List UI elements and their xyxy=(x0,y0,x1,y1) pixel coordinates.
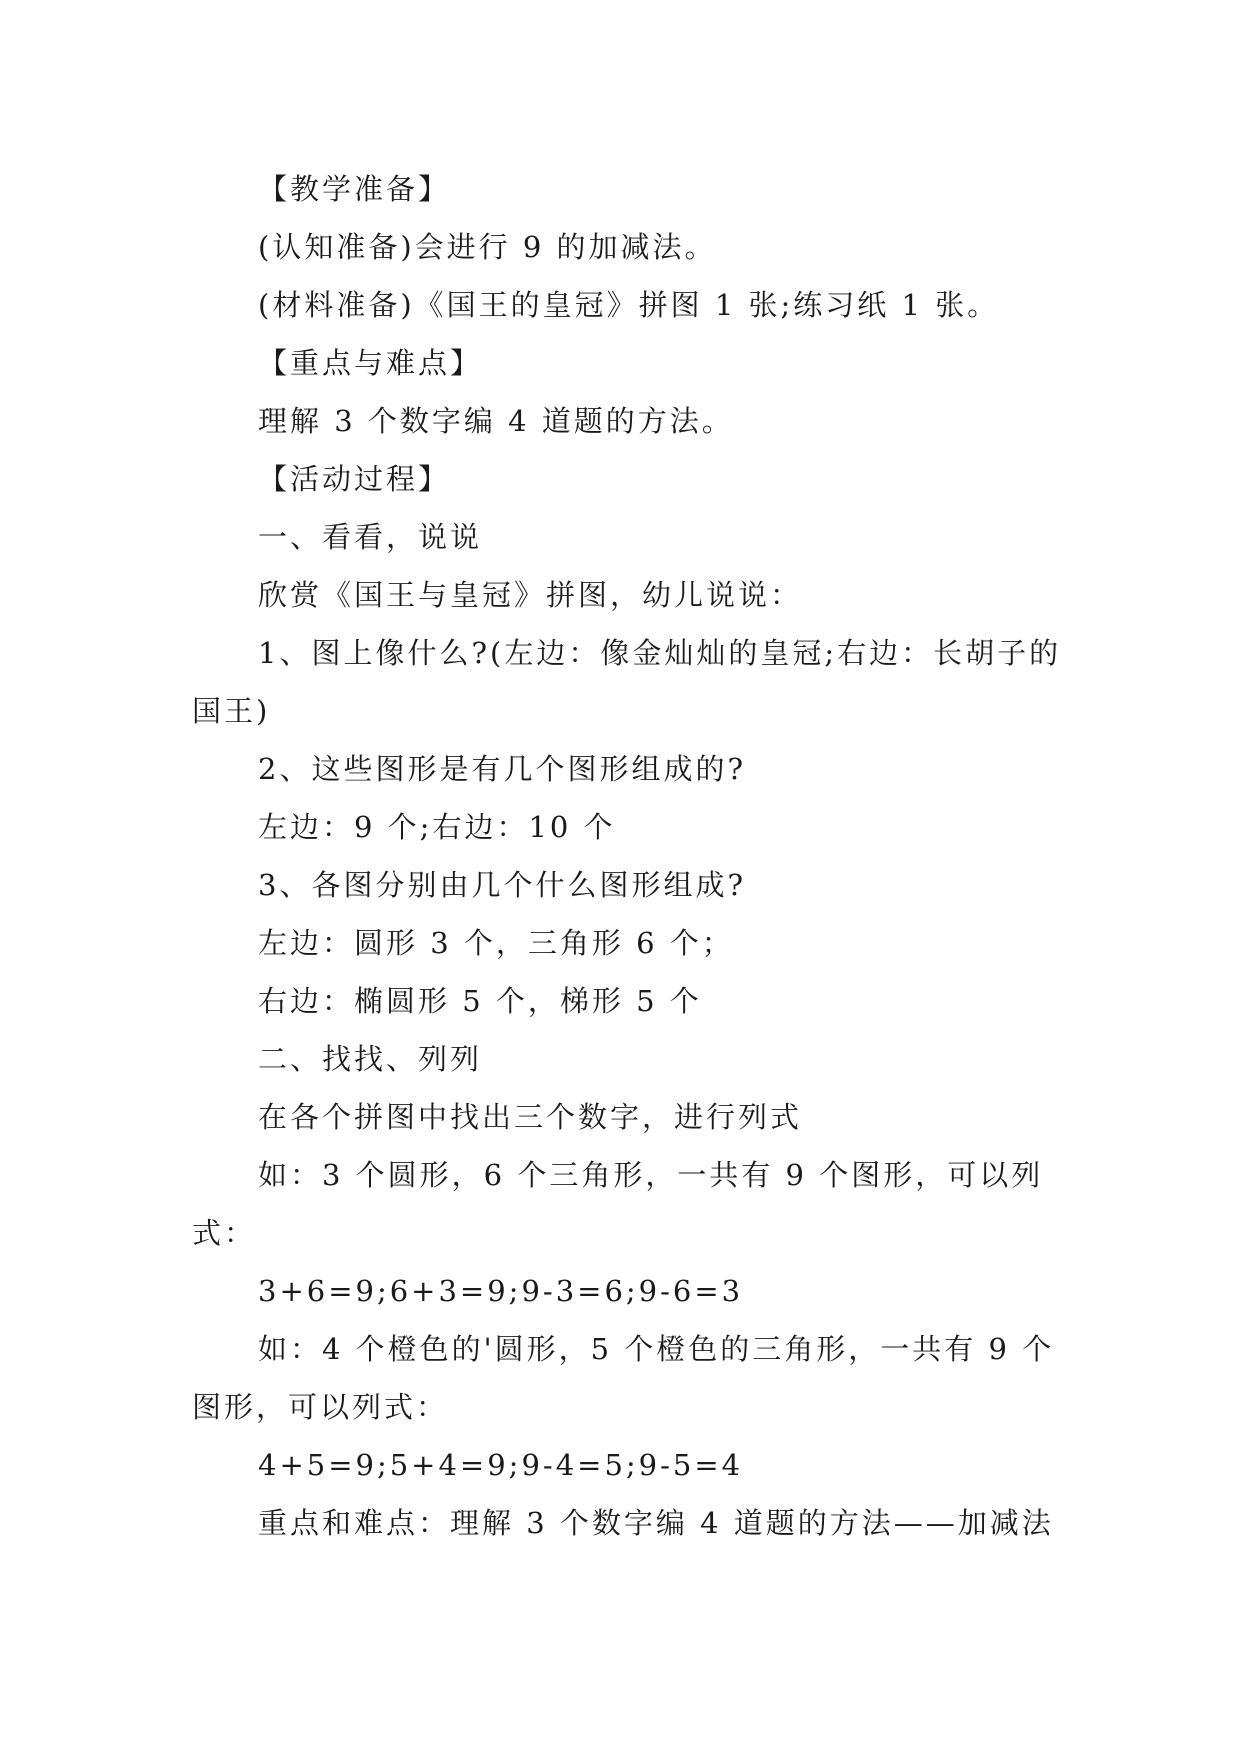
example-1-text: 如：3 个圆形，6 个三角形，一共有 9 个图形，可以列式： xyxy=(192,1158,1044,1250)
example-2-text: 如：4 个橙色的'圆形，5 个橙色的三角形，一共有 9 个图形，可以列式： xyxy=(192,1332,1055,1424)
document-body xyxy=(192,160,1072,1552)
answer-3-right: 右边：椭圆形 5 个，梯形 5 个 xyxy=(258,984,702,1018)
step-two-intro: 在各个拼图中找出三个数字，进行列式 xyxy=(258,1100,803,1134)
step-one-intro: 欣赏《国王与皇冠》拼图，幼儿说说： xyxy=(258,578,803,612)
example-2-equations: 4+5=9;5+4=9;9-4=5;9-5=4 xyxy=(258,1448,744,1482)
key-point-summary: 重点和难点：理解 3 个数字编 4 道题的方法——加减法 xyxy=(258,1506,1054,1540)
answer-3-left: 左边：圆形 3 个，三角形 6 个； xyxy=(258,926,734,960)
question-3: 3、各图分别由几个什么图形组成? xyxy=(258,868,746,902)
section-heading-key-difficulties: 【重点与难点】 xyxy=(258,346,483,380)
section-heading-activity-process: 【活动过程】 xyxy=(258,462,451,496)
section-heading-teaching-preparation: 【教学准备】 xyxy=(258,172,451,206)
material-preparation-text: (材料准备)《国王的皇冠》拼图 1 张;练习纸 1 张。 xyxy=(258,288,1000,322)
question-1: 1、图上像什么?(左边：像金灿灿的皇冠;右边：长胡子的国王) xyxy=(192,636,1062,728)
key-difficulties-text: 理解 3 个数字编 4 道题的方法。 xyxy=(258,404,734,438)
example-1-equations: 3+6=9;6+3=9;9-3=6;9-6=3 xyxy=(258,1274,744,1308)
answer-2: 左边：9 个;右边：10 个 xyxy=(258,810,616,844)
step-two-heading: 二、找找、列列 xyxy=(258,1042,483,1076)
step-one-heading: 一、看看，说说 xyxy=(258,520,483,554)
cognitive-preparation-text: (认知准备)会进行 9 的加减法。 xyxy=(258,230,717,264)
question-2: 2、这些图形是有几个图形组成的? xyxy=(258,752,746,786)
